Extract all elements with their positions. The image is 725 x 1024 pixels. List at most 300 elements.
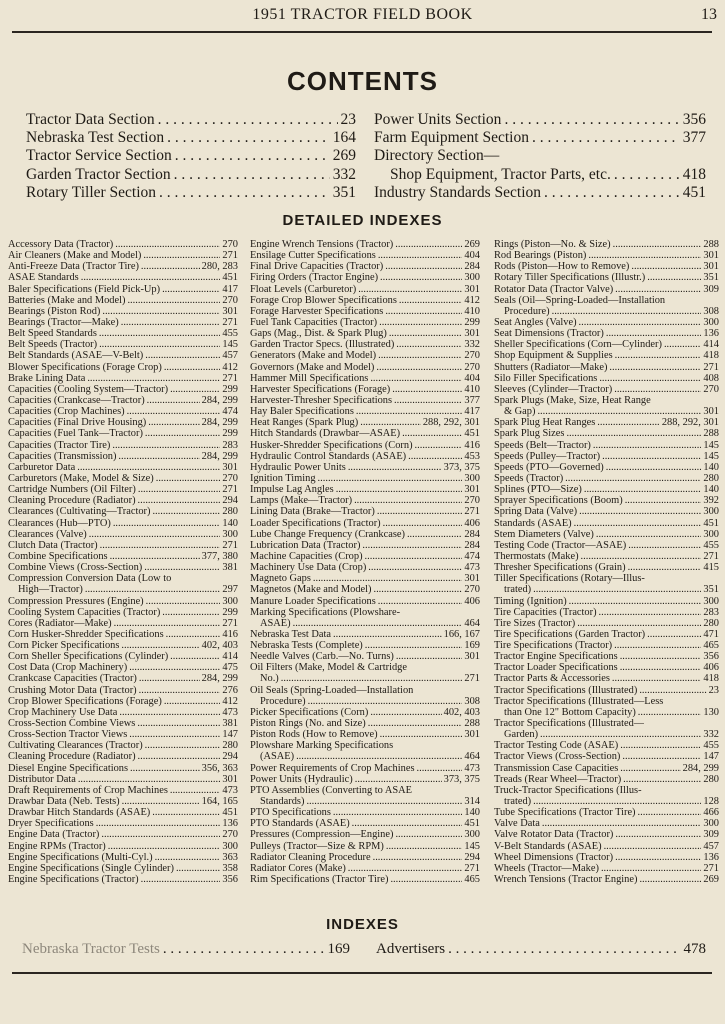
- entry-page: 280: [703, 617, 719, 629]
- leader-dots: [609, 362, 701, 373]
- entry-label: Oil Filters (Make, Model & Cartridge: [250, 662, 407, 674]
- entry-page: 270: [222, 294, 238, 306]
- leader-dots: [602, 451, 701, 462]
- leader-dots: [77, 462, 220, 473]
- entry-label: Speeds (PTO—Governed): [494, 461, 604, 473]
- index-entry: [494, 740, 719, 751]
- entry-page: 284, 299: [682, 762, 719, 774]
- index-entry: [8, 350, 238, 361]
- entry-page: 406: [464, 595, 480, 607]
- entry-label: Compression Conversion Data (Low to: [8, 573, 172, 585]
- leader-dots: [615, 350, 702, 361]
- leader-dots: [615, 284, 701, 295]
- entry-label: Seals (Oil—Spring-Loaded—Installation: [494, 294, 666, 306]
- entry-page: 301: [703, 261, 719, 273]
- leader-dots: [504, 111, 679, 129]
- entry-page: 300: [703, 595, 719, 607]
- entry-label: Silo Filler Specifications: [494, 372, 598, 384]
- leader-dots: [156, 473, 221, 484]
- index-entry: [8, 462, 238, 473]
- entry-label: Hitch Standards (Drawbar—ASAE): [250, 428, 401, 440]
- entry-page: 280: [222, 506, 238, 518]
- leader-dots: [137, 718, 220, 729]
- entry-label: Clearances (Cultivating—Tractor): [8, 506, 151, 518]
- entry-label: Power Units Section: [374, 111, 502, 128]
- leader-dots: [308, 696, 463, 707]
- entry-page: 377: [464, 394, 480, 406]
- leader-dots: [281, 673, 463, 684]
- entry-label: Hydraulic Control Standards (ASAE): [250, 450, 407, 462]
- leader-dots: [380, 272, 462, 283]
- entry-page: 406: [703, 662, 719, 674]
- index-entry: [494, 774, 719, 785]
- index-entry: [250, 651, 480, 662]
- leader-dots: [620, 662, 702, 673]
- page-header: [0, 0, 725, 34]
- entry-label: Valve Data: [494, 818, 540, 830]
- entry-page: 418: [703, 350, 719, 362]
- entry-label: Industry Standards Section: [374, 183, 542, 201]
- entry-label: Spring Data (Valve): [494, 506, 578, 518]
- leader-dots: [604, 841, 702, 852]
- index-entry: [494, 651, 719, 662]
- entry-page: 473: [464, 762, 480, 774]
- entry-label: V-Belt Standards (ASAE): [494, 840, 602, 852]
- leader-dots: [141, 261, 200, 272]
- index-entry: [250, 295, 480, 306]
- entry-page: 404: [464, 372, 480, 384]
- entry-label: Engine Specifications (Multi-Cyl.): [8, 851, 153, 863]
- index-entry: [8, 272, 238, 283]
- entry-label: Carburetors (Make, Model & Size): [8, 472, 154, 484]
- entry-page: 451: [222, 272, 238, 284]
- leader-dots: [348, 462, 442, 473]
- index-entry: [250, 284, 480, 295]
- leader-dots: [593, 440, 702, 451]
- entry-page: 301: [464, 729, 480, 741]
- leader-dots: [408, 451, 462, 462]
- index-entry: [494, 417, 719, 428]
- entry-page: 373, 375: [443, 461, 480, 473]
- index-entry: [8, 618, 238, 629]
- leader-dots: [113, 518, 221, 529]
- entry-page: 301: [464, 328, 480, 340]
- entry-page: 166, 167: [443, 628, 480, 640]
- entry-label: Husker-Shredder Specifications (Corn): [250, 439, 413, 451]
- entry-label: Thresher Specifications (Grain): [494, 562, 626, 574]
- entry-page: 301: [222, 305, 238, 317]
- index-entry: [250, 807, 480, 818]
- index-entry: [250, 551, 480, 562]
- entry-page: 410: [464, 383, 480, 395]
- entry-page: 381: [222, 718, 238, 730]
- entry-page: 373, 375: [443, 773, 480, 785]
- leader-dots: [612, 673, 701, 684]
- entry-label: Rotary Tiller Specifications (Illustr.): [494, 272, 646, 284]
- leader-dots: [176, 863, 220, 874]
- index-entry: [494, 618, 719, 629]
- entry-label: Bearings (Piston Rod): [8, 305, 101, 317]
- entry-page: 130: [703, 706, 719, 718]
- leader-dots: [159, 184, 330, 202]
- index-entry: [8, 317, 238, 328]
- leader-dots: [102, 306, 220, 317]
- leader-dots: [647, 629, 701, 640]
- entry-label: Garden Tractor Specs. (Illustrated): [250, 339, 395, 351]
- entry-label: (ASAE): [260, 751, 295, 763]
- index-entry: [250, 763, 480, 774]
- entry-page: 471: [703, 628, 719, 640]
- index-entry: [494, 718, 719, 729]
- index-entry: [250, 718, 480, 729]
- index-entry: [8, 696, 238, 707]
- entry-page: 392: [703, 495, 719, 507]
- leader-dots: [108, 841, 221, 852]
- index-entry: [250, 584, 480, 595]
- leader-dots: [85, 584, 221, 595]
- entry-page: 417: [464, 406, 480, 418]
- entry-page: 465: [703, 640, 719, 652]
- leader-dots: [114, 618, 221, 629]
- entry-label: Nebraska Test Section: [26, 129, 165, 147]
- index-entry: [8, 284, 238, 295]
- entry-page: 300: [703, 818, 719, 830]
- leader-dots: [415, 440, 463, 451]
- index-entry: [250, 874, 480, 885]
- index-entry: [8, 529, 238, 540]
- index-entry: [250, 473, 480, 484]
- entry-page: 457: [222, 350, 238, 362]
- entry-label: ASAE Standards: [8, 272, 79, 284]
- entry-page: 23: [340, 111, 356, 128]
- entry-page: 299: [222, 383, 238, 395]
- entry-label: Carburetor Data: [8, 461, 76, 473]
- leader-dots: [336, 484, 463, 495]
- leader-dots: [354, 495, 462, 506]
- running-title: 1951 TRACTOR FIELD BOOK: [252, 6, 473, 23]
- leader-dots: [143, 250, 220, 261]
- leader-dots: [170, 384, 220, 395]
- entry-page: 404: [464, 250, 480, 262]
- entry-page: 299: [222, 606, 238, 618]
- entry-label: Oil Seals (Spring-Loaded—Installation: [250, 684, 414, 696]
- entry-page: 451: [464, 428, 480, 440]
- entry-page: 280, 283: [201, 261, 238, 273]
- entry-page: 301: [464, 651, 480, 663]
- entry-page: 351: [332, 183, 356, 201]
- leader-dots: [360, 417, 421, 428]
- entry-label: Ignition Timing: [250, 472, 316, 484]
- entry-label: Shop Equipment & Supplies: [494, 350, 613, 362]
- leader-dots: [396, 339, 462, 350]
- toc-entry: [374, 129, 706, 147]
- leader-dots: [628, 562, 702, 573]
- leader-dots: [138, 751, 221, 762]
- entry-label: Standards (ASAE): [494, 517, 572, 529]
- entry-page: 140: [222, 517, 238, 529]
- entry-page: 288: [464, 718, 480, 730]
- index-entry: [8, 763, 238, 774]
- entry-label: Sleeves (Cylinder—Tractor): [494, 383, 613, 395]
- entry-label: Nebraska Tests (Complete): [250, 640, 363, 652]
- entry-label: Tractor Data Section: [26, 111, 155, 128]
- entry-label: Batteries (Make and Model): [8, 294, 126, 306]
- index-entry: [494, 473, 719, 484]
- entry-page: 284, 299: [201, 394, 238, 406]
- entry-page: 301: [222, 461, 238, 473]
- entry-label: Cartridge Numbers (Oil Filter): [8, 484, 136, 496]
- index-entry: [494, 451, 719, 462]
- index-entry: [8, 518, 238, 529]
- leader-dots: [129, 662, 220, 673]
- entry-label: Belt Standards (ASAE—V-Belt): [8, 350, 144, 362]
- entry-label: Crankcase Capacities (Tractor): [8, 673, 137, 685]
- leader-dots: [152, 506, 220, 517]
- entry-page: 270: [464, 350, 480, 362]
- leader-dots: [569, 596, 702, 607]
- entry-label: Lube Change Frequency (Crankcase): [250, 528, 405, 540]
- entry-page: 271: [222, 617, 238, 629]
- entry-label: Crop Blower Specifications (Forage): [8, 695, 162, 707]
- index-entry: [494, 673, 719, 684]
- entry-label: Standards): [260, 796, 305, 808]
- index-entry: [8, 785, 238, 796]
- index-entry: [250, 607, 480, 618]
- entry-page: 416: [222, 628, 238, 640]
- index-entry: [494, 785, 719, 796]
- entry-page: 136: [703, 328, 719, 340]
- bottom-index-label: Advertisers: [376, 941, 446, 957]
- entry-label: Tire Specifications (Tractor): [494, 640, 613, 652]
- entry-label: Forage Harvester Specifications: [250, 305, 384, 317]
- index-entry: [250, 618, 480, 629]
- leader-dots: [638, 707, 702, 718]
- entry-label: PTO Specifications: [250, 807, 331, 819]
- index-entry: [8, 874, 238, 885]
- entry-page: 128: [703, 796, 719, 808]
- leader-dots: [552, 306, 702, 317]
- entry-page: 464: [464, 751, 480, 763]
- entry-label: Magneto Gaps: [250, 573, 311, 585]
- leader-dots: [167, 129, 330, 147]
- entry-label: Tractor Parts & Accessories: [494, 673, 610, 685]
- index-entry: [8, 774, 238, 785]
- index-entry: [8, 384, 238, 395]
- leader-dots: [379, 317, 462, 328]
- index-entry: [494, 551, 719, 562]
- leader-dots: [293, 618, 463, 629]
- entry-label: Tractor Service Section: [26, 147, 172, 165]
- entry-label: trated): [504, 584, 532, 596]
- entry-page: 309: [703, 283, 719, 295]
- index-entry: [250, 662, 480, 673]
- entry-label: Engine RPMs (Tractor): [8, 840, 106, 852]
- leader-dots: [396, 651, 463, 662]
- entry-label: Impulse Lag Angles: [250, 484, 334, 496]
- entry-label: Cross-Section Tractor Views: [8, 729, 128, 741]
- leader-dots: [597, 417, 660, 428]
- index-entry: [494, 339, 719, 350]
- index-entry: [250, 540, 480, 551]
- leader-dots: [89, 529, 221, 540]
- entry-label: Diesel Engine Specifications: [8, 762, 129, 774]
- entry-label: Piston Rods (How to Remove): [250, 729, 378, 741]
- toc-entry: [26, 184, 356, 202]
- index-entry: [8, 729, 238, 740]
- entry-label: Lining Data (Brake—Tractor): [250, 506, 375, 518]
- entry-page: 300: [464, 272, 480, 284]
- entry-label: Crop Machinery Use Data: [8, 706, 118, 718]
- leader-dots: [639, 685, 706, 696]
- leader-dots: [392, 384, 462, 395]
- leader-dots: [352, 818, 463, 829]
- leader-dots: [615, 852, 701, 863]
- index-entry: [250, 239, 480, 250]
- entry-label: Brake Lining Data: [8, 372, 86, 384]
- entry-page: 140: [703, 461, 719, 473]
- entry-label: Capacities (Transmission): [8, 450, 117, 462]
- index-entry: [250, 751, 480, 762]
- entry-label: Spark Plug Sizes: [494, 428, 565, 440]
- entry-label: Cultivating Clearances (Tractor): [8, 740, 143, 752]
- index-entry: [494, 306, 719, 317]
- entry-label: Heat Ranges (Spark Plug): [250, 417, 359, 429]
- leader-dots: [129, 729, 220, 740]
- leader-dots: [110, 551, 200, 562]
- leader-dots: [386, 841, 463, 852]
- entry-label: Anti-Freeze Data (Tractor Tire): [8, 261, 139, 273]
- entry-page: 464: [464, 617, 480, 629]
- leader-dots: [127, 295, 220, 306]
- bottom-index-nebraska: [22, 941, 350, 958]
- index-entry: [494, 462, 719, 473]
- leader-dots: [588, 250, 701, 261]
- index-entry: [250, 462, 480, 473]
- entry-label: Magnetos (Make and Model): [250, 584, 372, 596]
- entry-page: 300: [703, 316, 719, 328]
- index-entry: [250, 629, 480, 640]
- entry-label: Hammer Mill Specifications: [250, 372, 369, 384]
- leader-dots: [533, 584, 701, 595]
- index-entry: [8, 484, 238, 495]
- toc-entry: [26, 111, 356, 129]
- entry-label: Engine Data (Tractor): [8, 829, 100, 841]
- index-entry: [250, 506, 480, 517]
- entry-label: Engine Specifications (Tractor): [8, 874, 139, 886]
- index-entry: [494, 406, 719, 417]
- index-entry: [250, 384, 480, 395]
- entry-page: 300: [703, 506, 719, 518]
- entry-label: Fuel Tank Capacities (Tractor): [250, 316, 378, 328]
- index-entry: [8, 852, 238, 863]
- entry-label: Engine Specifications (Single Cylinder): [8, 862, 174, 874]
- entry-label: & Gap): [504, 406, 536, 418]
- leader-dots: [356, 406, 463, 417]
- index-entry: [250, 562, 480, 573]
- entry-page: 288, 292, 301: [661, 417, 719, 429]
- entry-label: Pressures (Compression—Engine): [250, 829, 394, 841]
- index-entry: [8, 607, 238, 618]
- entry-page: 147: [703, 751, 719, 763]
- entry-page: 457: [703, 840, 719, 852]
- entry-page: 455: [703, 740, 719, 752]
- index-entry: [250, 428, 480, 439]
- entry-page: 270: [222, 239, 238, 250]
- index-entry: [494, 863, 719, 874]
- index-entry: [8, 818, 238, 829]
- entry-label: High—Tractor): [18, 584, 83, 596]
- index-entry: [250, 306, 480, 317]
- index-entry: [494, 440, 719, 451]
- index-entry: [250, 685, 480, 696]
- entry-page: 271: [703, 862, 719, 874]
- entry-label: Loader Specifications (Tractor): [250, 517, 381, 529]
- entry-label: Shop Equipment, Tractor Parts, etc.: [390, 165, 611, 183]
- leader-dots: [148, 417, 199, 428]
- index-entry: [494, 239, 719, 250]
- entry-page: 351: [703, 584, 719, 596]
- leader-dots: [99, 339, 220, 350]
- index-entry: [8, 740, 238, 751]
- index-entry: [250, 451, 480, 462]
- entry-label: Hay Baler Specifications: [250, 406, 354, 418]
- leader-dots: [537, 406, 701, 417]
- entry-page: 356: [682, 111, 706, 128]
- entry-page: 300: [222, 595, 238, 607]
- entry-page: 270: [222, 472, 238, 484]
- entry-label: Distributor Data: [8, 773, 76, 785]
- leader-dots: [385, 261, 462, 272]
- entry-page: 301: [222, 773, 238, 785]
- index-entry: [494, 272, 719, 283]
- entry-label: Splines (PTO—Size): [494, 484, 582, 496]
- index-entry: [8, 751, 238, 762]
- entry-label: Blower Specifications (Forage Crop): [8, 361, 162, 373]
- entry-page: 294: [464, 851, 480, 863]
- entry-page: 356: [222, 874, 238, 886]
- entry-label: Capacities (Crop Machines): [8, 406, 125, 418]
- entry-page: 406: [464, 517, 480, 529]
- entry-label: Plowshare Marking Specifications: [250, 740, 394, 752]
- entry-page: 414: [222, 651, 238, 663]
- leader-dots: [130, 763, 200, 774]
- index-entry: [8, 829, 238, 840]
- entry-page: 299: [222, 428, 238, 440]
- index-entry: [250, 740, 480, 751]
- index-entry: [8, 662, 238, 673]
- entry-page: 280: [703, 472, 719, 484]
- leader-dots: [606, 328, 702, 339]
- entry-label: Piston Rings (No. and Size): [250, 718, 366, 730]
- index-entry: [250, 250, 480, 261]
- entry-page: 300: [464, 472, 480, 484]
- entry-page: 271: [703, 550, 719, 562]
- entry-page: 301: [464, 283, 480, 295]
- entry-label: Speeds (Tractor): [494, 472, 564, 484]
- leader-dots: [385, 306, 462, 317]
- index-entry: [494, 729, 719, 740]
- entry-page: 332: [464, 339, 480, 351]
- entry-label: Power Requirements of Crop Machines: [250, 762, 415, 774]
- leader-dots: [606, 462, 702, 473]
- index-entry: [8, 596, 238, 607]
- leader-dots: [620, 763, 680, 774]
- index-entry: [8, 584, 238, 595]
- entry-page: 300: [703, 528, 719, 540]
- entry-page: 414: [703, 339, 719, 351]
- entry-label: Cross-Section Combine Views: [8, 718, 136, 730]
- index-entry: [8, 707, 238, 718]
